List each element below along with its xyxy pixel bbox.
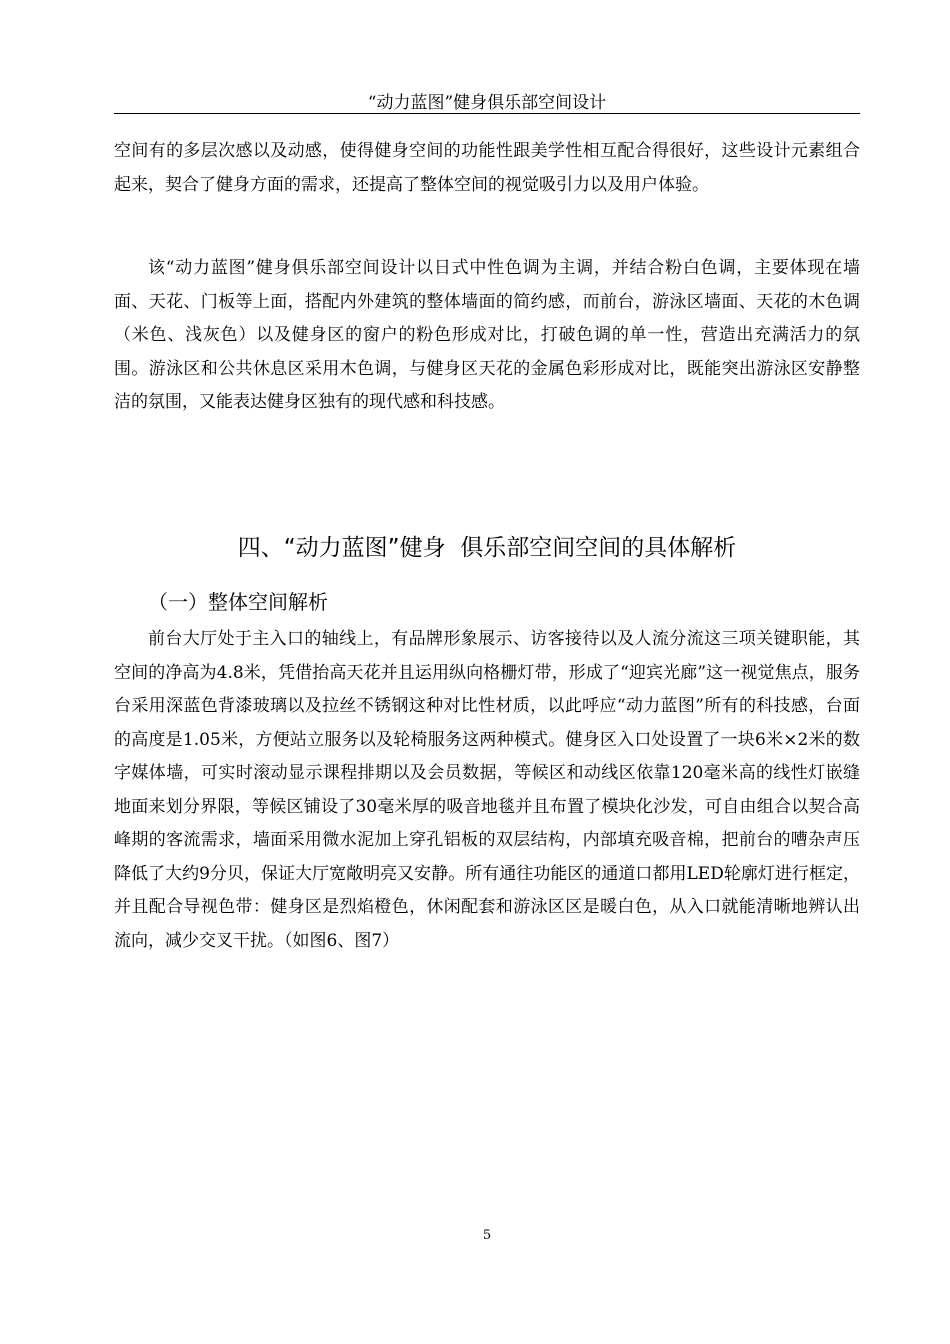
subsection-heading: （一）整体空间解析 <box>148 590 328 614</box>
subsection-paragraph: 前台大厅处于主入口的轴线上，有品牌形象展示、访客接待以及人流分流这三项关键职能，其空间的净高为4.8米，凭借抬高天花并且运用纵向格栅灯带，形成了“迎宾光廊”这一视觉焦点，服务台采用深蓝色背漆玻璃以及拉丝不锈钢这种对比性材质，以此呼应“动力蓝图”所有的科技感，台面的高度是1.05米，方便站立服务以及轮椅服务这两种模式。健身区入口处设置了一块6米×2米的数字媒体墙，可实时滚动显示课程排期以及会员数据，等候区和动线区依靠120毫米高的线性灯嵌缝地面来划分界限，等候区铺设了30毫米厚的吸音地毯并且布置了模块化沙发，可自由组合以契合高峰期的客流需求，墙面采用微水泥加上穿孔铝板的双层结构，内部填充吸音棉，把前台的嘈杂声压降低了大约9分贝，保证大厅宽敞明亮又安静。所有通往功能区的通道口都用LED轮廓灯进行框定，并且配合导视色带：健身区是烈焰橙色，休闲配套和游泳区区是暖白色，从入口就能清晰地辨认出流向，减少交叉干扰。（如图6、图7） <box>114 629 860 951</box>
page-number: 5 <box>482 1228 492 1243</box>
body-paragraph-2: 该“动力蓝图”健身俱乐部空间设计以日式中性色调为主调，并结合粉白色调，主要体现在墙面、天花、门板等上面，搭配内外建筑的整体墙面的简约感，而前台，游泳区墙面、天花的木色调（米色、浅灰色）以及健身区的窗户的粉色形成对比，打破色调的单一性，营造出充满活力的氛围。游泳区和公共休息区采用木色调，与健身区天花的金属色彩形成对比，既能突出游泳区安静整洁的氛围，又能表达健身区独有的现代感和科技感。 <box>114 258 860 412</box>
page-header-title: “动力蓝图”健身俱乐部空间设计 <box>367 93 607 113</box>
section-heading: 四、“动力蓝图”健身 俱乐部空间空间的具体解析 <box>237 535 737 561</box>
header-divider <box>114 113 860 114</box>
body-paragraph-1: 空间有的多层次感以及动感，使得健身空间的功能性跟美学性相互配合得很好，这些设计元素组合起来，契合了健身方面的需求，还提高了整体空间的视觉吸引力以及用户体验。 <box>114 141 860 195</box>
